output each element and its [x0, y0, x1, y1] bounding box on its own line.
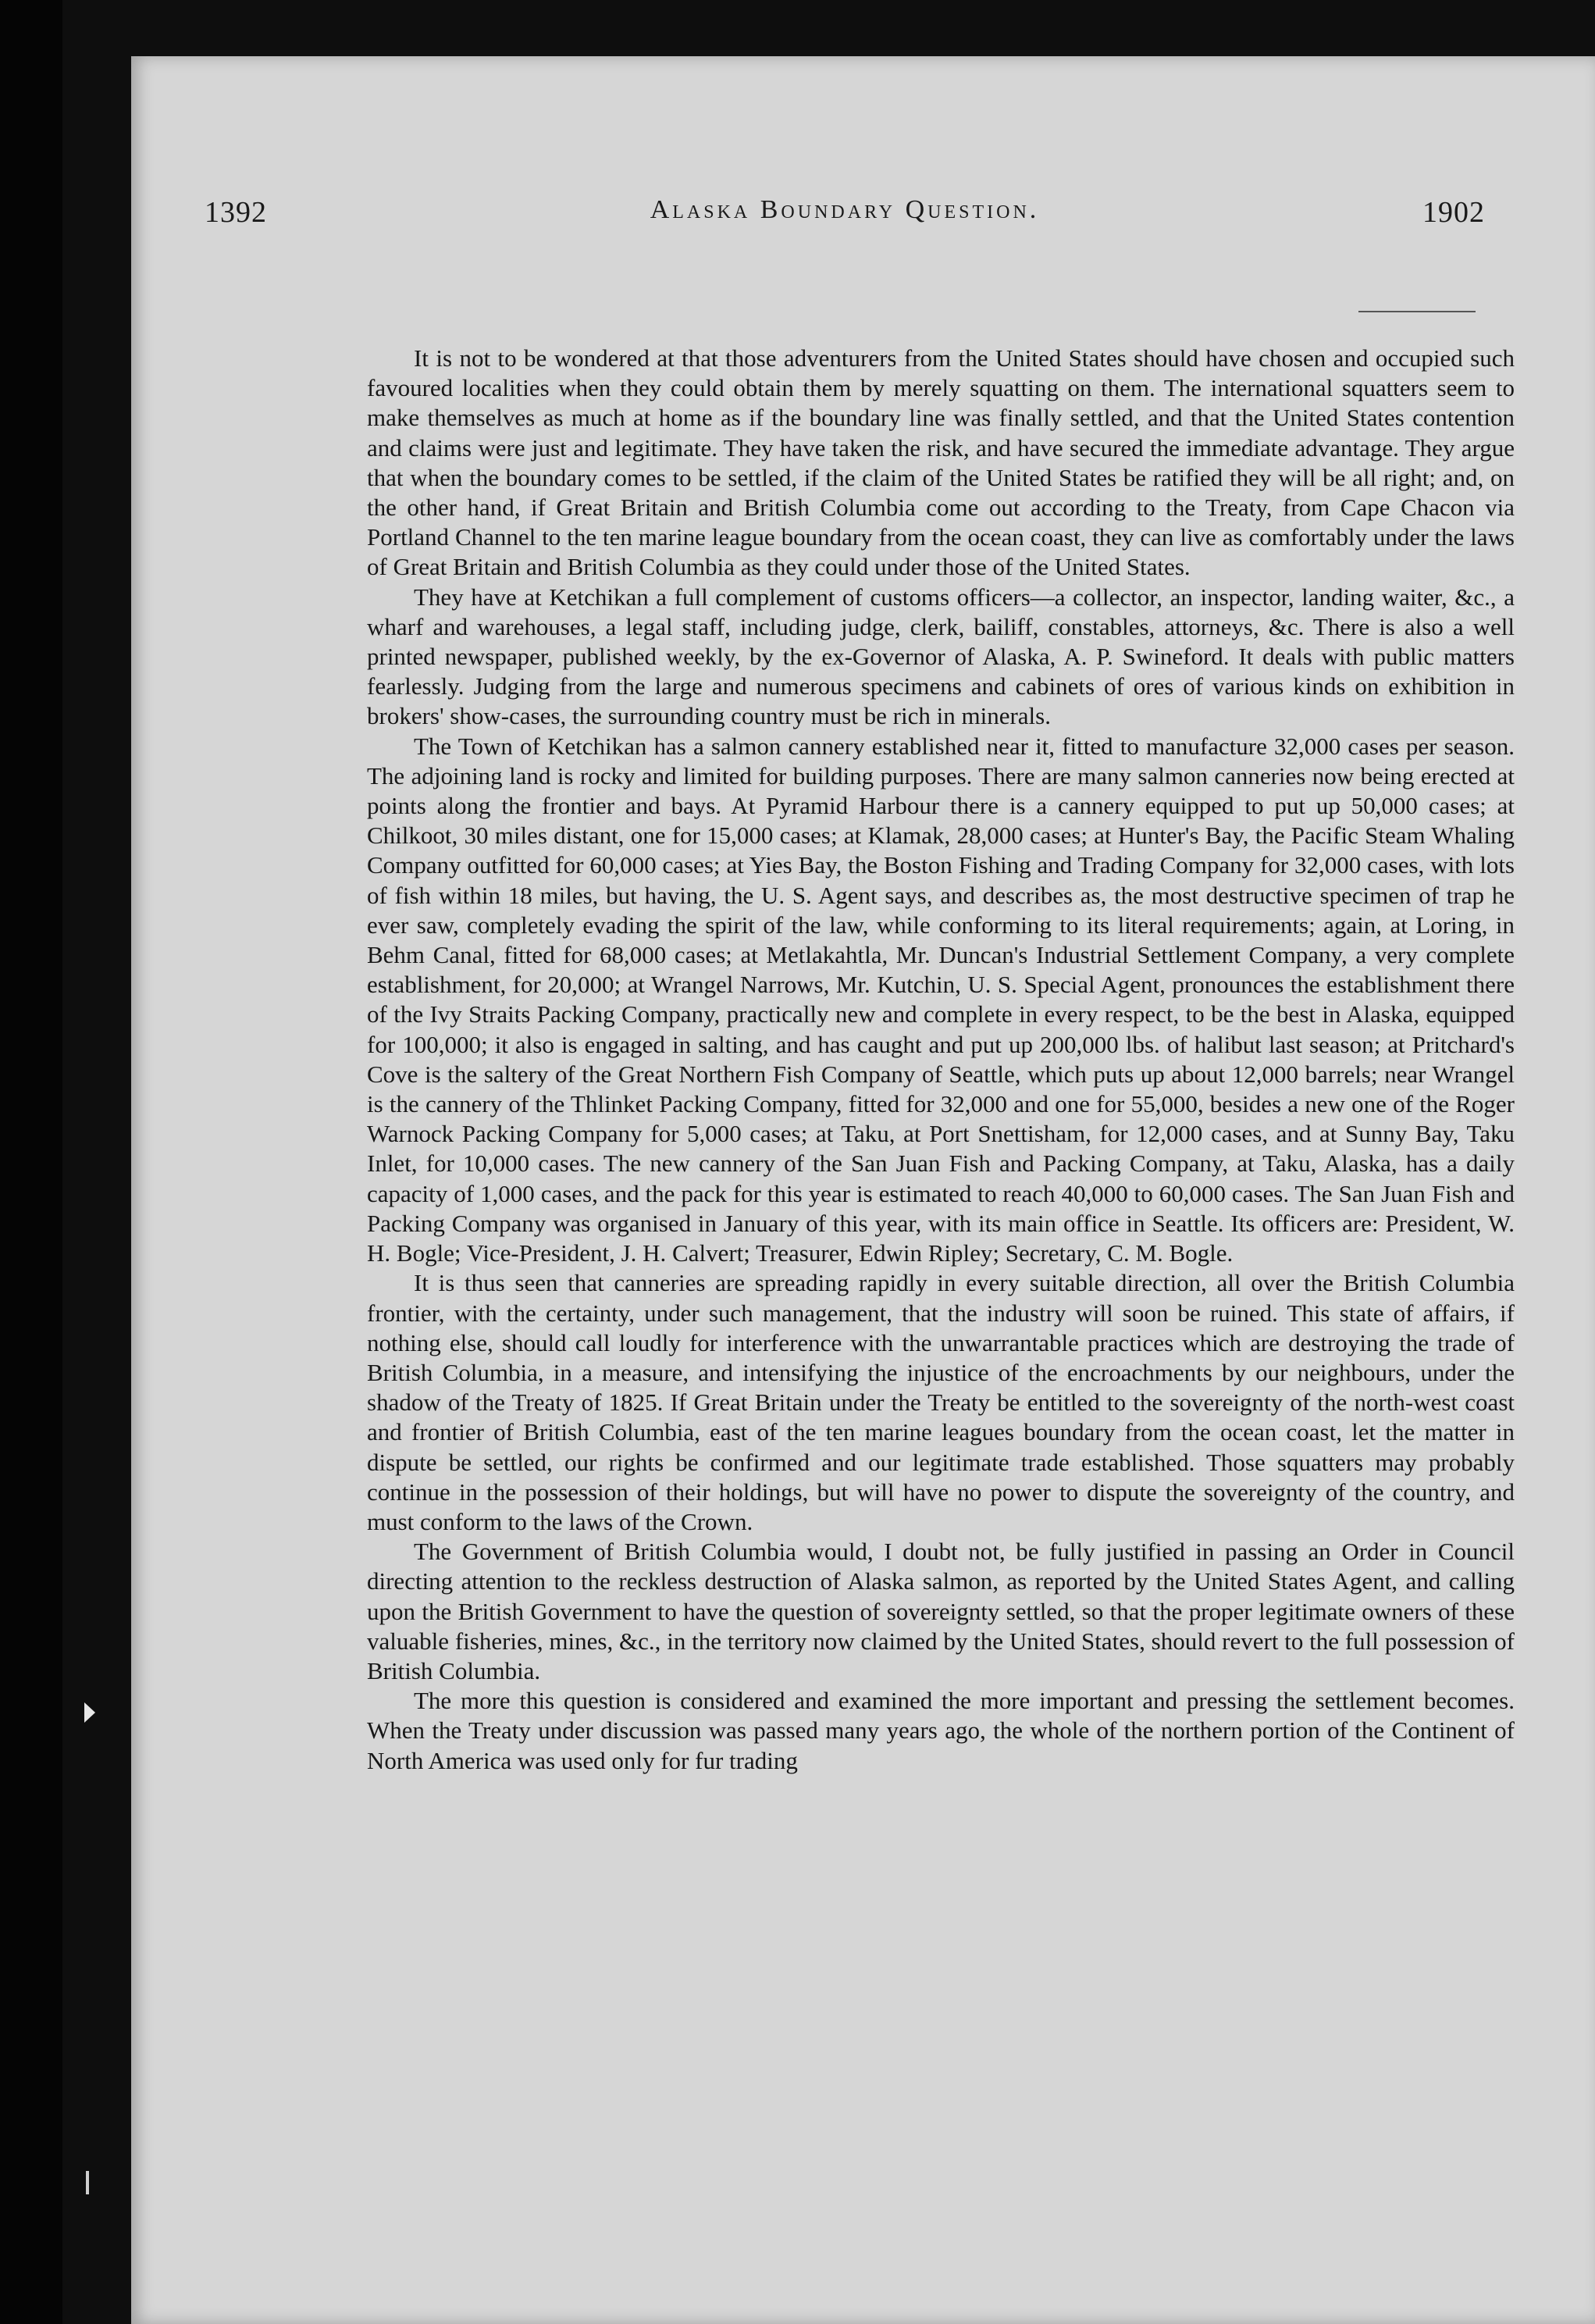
page-number: 1392: [205, 196, 267, 229]
scan-artifact-mark: [84, 1702, 95, 1723]
paragraph-5: The Government of British Columbia would, I doubt not, be fully justified in passing an Order in Council directing attention to the reckless destruction of Alaska salmon, as reported by the United States Agent, and calling upon the British Government to have the question of sovereignty settled, so that the proper legitimate owners of these valuable fisheries, mines, &c., in the territory now claimed by the United States, should revert to the full possession of British Columbia.: [367, 1538, 1515, 1684]
running-header: [205, 195, 1485, 234]
paragraph-2: They have at Ketchikan a full complement of customs officers—a collector, an inspector, landing waiter, &c., a wharf and warehouses, a legal staff, including judge, clerk, bailiff, constables, attorneys, &c. There is also a well printed newspaper, published weekly, by the ex-Governor of Alaska, A. P. Swineford. It deals with public matters fearlessly. Judging from the large and numerous specimens and cabinets of ores of various kinds on exhibition in brokers' show-cases, the surrounding country must be rich in minerals.: [367, 583, 1515, 730]
scan-artifact-line: [86, 2171, 89, 2194]
paragraph-3: The Town of Ketchikan has a salmon cannery established near it, fitted to manufacture 32,000 cases per season. The adjoining land is rocky and limited for building purposes. There are many salmon canneries now being erected at points along the frontier and bays. At Pyramid Harbour there is a cannery equipped to put up 50,000 cases; at Chilkoot, 30 miles distant, one for 15,000 cases; at Klamak, 28,000 cases; at Hunter's Bay, the Pacific Steam Whaling Company outfitted for 60,000 cases; at Yies Bay, the Boston Fishing and Trading Company for 32,000 cases, with lots of fish within 18 miles, but having, the U. S. Agent says, and describes as, the most destructive specimen of trap he ever saw, completely evading the spirit of the law, while conforming to its literal requirements; again, at Loring, in Behm Canal, fitted for 68,000 cases; at Metlakahtla, Mr. Duncan's Industrial Settlement Company, a very complete establishment, for 20,000; at Wrangel Narrows, Mr. Kutchin, U. S. Special Agent, pronounces the establishment there of the Ivy Straits Packing Company, practically new and complete in every respect, to be the best in Alaska, equipped for 100,000; it also is engaged in salting, and has caught and put up 200,000 lbs. of halibut last season; at Pritchard's Cove is the saltery of the Great Northern Fish Company of Seattle, which puts up about 12,000 barrels; near Wrangel is the cannery of the Thlinket Packing Company, fitted for 32,000 and one for 55,000, besides a new one of the Roger Warnock Packing Company for 5,000 cases; at Taku, at Port Snettisham, for 12,000 cases, and at Sunny Bay, Taku Inlet, for 10,000 cases. The new cannery of the San Juan Fish and Packing Company, at Taku, Alaska, has a daily capacity of 1,000 cases, and the pack for this year is estimated to reach 40,000 to 60,000 cases. The San Juan Fish and Packing Company was organised in January of this year, with its main office in Seattle. Its officers are: President, W. H. Bogle; Vice-President, J. H. Calvert; Treasurer, Edwin Ripley; Secretary, C. M. Bogle.: [367, 732, 1515, 1267]
running-title: Alaska Boundary Question.: [650, 195, 1040, 224]
paragraph-6: The more this question is considered and examined the more important and pressing the settlement becomes. When the Treaty under discussion was passed many years ago, the whole of the northern portion of the Continent of North America was used only for fur trading: [367, 1687, 1515, 1774]
scan-left-edge: [0, 0, 62, 2324]
paragraph-1: It is not to be wondered at that those adventurers from the United States should have chosen and occupied such favoured localities when they could obtain them by merely squatting on them. The international squatters seem to make themselves as much at home as if the boundary line was finally settled, and that the United States contention and claims were just and legitimate. They have taken the risk, and have secured the immediate advantage. They argue that when the boundary comes to be settled, if the claim of the United States be ratified they will be all right; and, on the other hand, if Great Britain and British Columbia come out according to the Treaty, from Cape Chacon via Portland Channel to the ten marine league boundary from the ocean coast, they can live as comfortably under the laws of Great Britain and British Columbia as they could under those of the United States.: [367, 344, 1515, 581]
paragraph-4: It is thus seen that canneries are spreading rapidly in every suitable direction, all over the British Columbia frontier, with the certainty, under such management, that the industry will soon be ruined. This state of affairs, if nothing else, should call loudly for interference with the unwarrantable practices which are destroying the trade of British Columbia, in a measure, and intensifying the injustice of the encroachments by our neighbours, under the shadow of the Treaty of 1825. If Great Britain under the Treaty be entitled to the sovereignty of the north-west coast and frontier of British Columbia, east of the ten marine leagues boundary from the ocean coast, let the matter in dispute be settled, our rights be confirmed and our legitimate trade established. Those squatters may probably continue in the possession of their holdings, but will have no power to dispute the sovereignty of the country, and must conform to the laws of the Crown.: [367, 1269, 1515, 1535]
header-year: 1902: [1422, 196, 1485, 229]
body-text: [367, 344, 1515, 1776]
header-rule: [1358, 311, 1476, 312]
